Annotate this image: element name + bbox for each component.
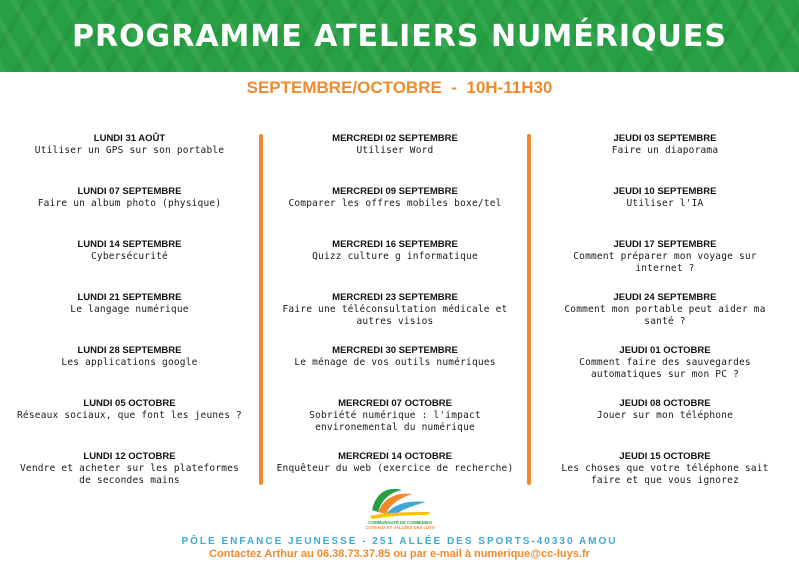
workshop-date: LUNDI 12 OCTOBRE <box>83 451 176 462</box>
workshop-description: Utiliser un GPS sur son portable <box>34 145 225 156</box>
workshop-date: MERCREDI 14 OCTOBRE <box>338 451 452 462</box>
community-logo-icon <box>362 482 438 532</box>
workshop-entry <box>263 345 527 369</box>
workshop-entry <box>531 398 799 422</box>
workshop-date: JEUDI 03 SEPTEMBRE <box>613 133 717 144</box>
workshop-date: LUNDI 14 SEPTEMBRE <box>77 239 182 250</box>
workshop-entry <box>0 345 259 369</box>
workshop-description: Enquêteur du web (exercice de recherche) <box>276 463 514 474</box>
workshop-date: MERCREDI 30 SEPTEMBRE <box>332 345 458 356</box>
workshop-entry <box>263 186 527 210</box>
workshop-description: de secondes mains <box>79 475 180 486</box>
workshop-entry <box>263 239 527 263</box>
workshop-date: MERCREDI 09 SEPTEMBRE <box>332 186 458 197</box>
workshop-description: santé ? <box>644 316 686 327</box>
workshop-description: Comment préparer mon voyage sur <box>573 251 757 262</box>
workshop-entry <box>263 451 527 475</box>
footer-address: PÔLE ENFANCE JEUNESSE - 251 ALLÉE DES SPORTS-40330 AMOU <box>181 536 618 547</box>
workshop-entry <box>531 133 799 157</box>
workshop-entry <box>263 398 527 434</box>
workshop-description: Les choses que votre téléphone sait <box>561 463 769 474</box>
page-title: PROGRAMME ATELIERS NUMÉRIQUES <box>72 18 727 54</box>
workshop-date: MERCREDI 23 SEPTEMBRE <box>332 292 458 303</box>
workshop-entry <box>0 451 259 487</box>
workshop-date: MERCREDI 02 SEPTEMBRE <box>332 133 458 144</box>
workshop-description: environemental du numérique <box>315 422 475 433</box>
workshop-date: LUNDI 07 SEPTEMBRE <box>77 186 182 197</box>
workshop-date: JEUDI 01 OCTOBRE <box>619 345 711 356</box>
workshop-entry <box>0 398 259 422</box>
workshop-date: LUNDI 21 SEPTEMBRE <box>77 292 182 303</box>
workshop-entry <box>531 186 799 210</box>
header-banner <box>0 0 799 72</box>
workshop-description: Les applications google <box>61 357 198 368</box>
workshop-date: LUNDI 31 AOÛT <box>93 133 166 144</box>
workshop-description: Le langage numérique <box>70 304 189 315</box>
workshop-description: Comparer les offres mobiles boxe/tel <box>288 198 502 209</box>
workshop-entry <box>0 239 259 263</box>
workshop-entry <box>263 133 527 157</box>
workshop-date: JEUDI 08 OCTOBRE <box>619 398 711 409</box>
workshop-entry <box>531 345 799 381</box>
workshop-description: Réseaux sociaux, que font les jeunes ? <box>17 410 242 421</box>
workshop-date: JEUDI 17 SEPTEMBRE <box>613 239 717 250</box>
workshop-date: MERCREDI 16 SEPTEMBRE <box>332 239 458 250</box>
footer-contact: Contactez Arthur au 06.38.73.37.85 ou par e-mail à numerique@cc-luys.fr <box>209 548 590 560</box>
workshop-entry <box>0 292 259 316</box>
workshop-entry <box>263 292 527 328</box>
workshop-description: Quizz culture g informatique <box>312 251 478 262</box>
workshop-date: JEUDI 15 OCTOBRE <box>619 451 711 462</box>
workshop-description: Sobriété numérique : l'impact <box>309 410 481 421</box>
workshop-description: Le ménage de vos outils numériques <box>294 357 496 368</box>
workshop-description: Utiliser l'IA <box>626 198 704 209</box>
workshop-date: MERCREDI 07 OCTOBRE <box>338 398 452 409</box>
workshop-description: automatiques sur mon PC ? <box>591 369 739 380</box>
workshop-date: JEUDI 10 SEPTEMBRE <box>613 186 717 197</box>
workshop-entry <box>531 292 799 328</box>
workshop-description: faire et que vous ignorez <box>591 475 739 486</box>
workshop-entry <box>0 133 259 157</box>
workshop-description: Comment faire des sauvegardes <box>579 357 751 368</box>
workshop-date: JEUDI 24 SEPTEMBRE <box>613 292 717 303</box>
workshop-description: Faire un album photo (physique) <box>37 198 222 209</box>
workshop-description: Vendre et acheter sur les plateformes <box>19 463 240 474</box>
workshop-description: Utiliser Word <box>356 145 434 156</box>
workshop-description: Cybersécurité <box>91 251 168 262</box>
schedule-subtitle: SEPTEMBRE/OCTOBRE - 10H-11H30 <box>246 78 553 97</box>
workshop-description: internet ? <box>635 263 695 274</box>
workshop-description: Faire une téléconsultation médicale et <box>282 304 508 315</box>
workshop-description: autres visios <box>356 316 434 327</box>
workshop-date: LUNDI 28 SEPTEMBRE <box>77 345 182 356</box>
workshop-description: Jouer sur mon téléphone <box>596 410 734 421</box>
workshop-description: Comment mon portable peut aider ma <box>564 304 766 315</box>
workshop-date: LUNDI 05 OCTOBRE <box>83 398 176 409</box>
logo-text-line-1: COMMUNAUTÉ DE COMMUNES <box>368 520 432 525</box>
workshop-entry <box>0 186 259 210</box>
workshop-entry <box>531 451 799 487</box>
logo-text-line-2: COTEAUX ET VALLÉES DES LUYS <box>365 525 435 530</box>
workshop-description: Faire un diaporama <box>611 145 719 156</box>
workshop-entry <box>531 239 799 275</box>
